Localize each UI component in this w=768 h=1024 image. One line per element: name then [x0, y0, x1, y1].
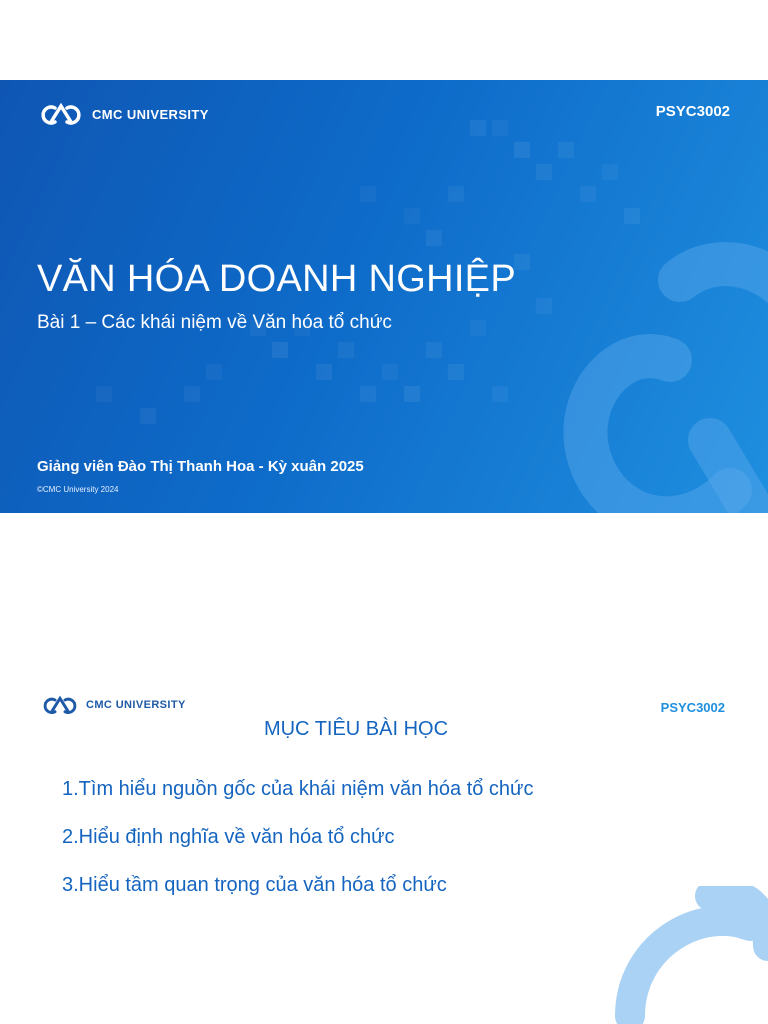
cmc-logo-icon: [40, 693, 80, 717]
cmc-logo: [40, 693, 186, 717]
list-item: 2.Hiểu định nghĩa về văn hóa tổ chức: [62, 826, 395, 848]
list-item: 3.Hiểu tầm quan trọng của văn hóa tổ chức: [62, 874, 447, 896]
cmc-logo: [37, 100, 209, 128]
list-item: 1.Tìm hiểu nguồn gốc của khái niệm văn hóa tổ chức: [62, 778, 534, 800]
course-code: PSYC3002: [660, 700, 725, 715]
cmc-logo-icon: [37, 100, 85, 128]
slide-subtitle: Bài 1 – Các khái niệm về Văn hóa tổ chức: [37, 312, 392, 333]
lecturer-info: Giảng viên Đào Thị Thanh Hoa - Kỳ xuân 2025: [37, 458, 364, 475]
objectives-slide: [0, 596, 768, 1024]
section-heading: MỤC TIÊU BÀI HỌC: [263, 718, 449, 740]
course-code: PSYC3002: [655, 103, 730, 120]
brand-name: CMC UNIVERSITY: [92, 106, 209, 122]
brand-name: CMC UNIVERSITY: [86, 699, 186, 711]
slide-title: VĂN HÓA DOANH NGHIỆP: [37, 258, 516, 300]
objectives-list: [62, 778, 533, 922]
title-slide: [0, 80, 768, 513]
cmc-watermark-icon: [560, 240, 768, 513]
copyright-text: ©CMC University 2024: [37, 485, 119, 494]
cmc-watermark-icon: [590, 886, 768, 1024]
